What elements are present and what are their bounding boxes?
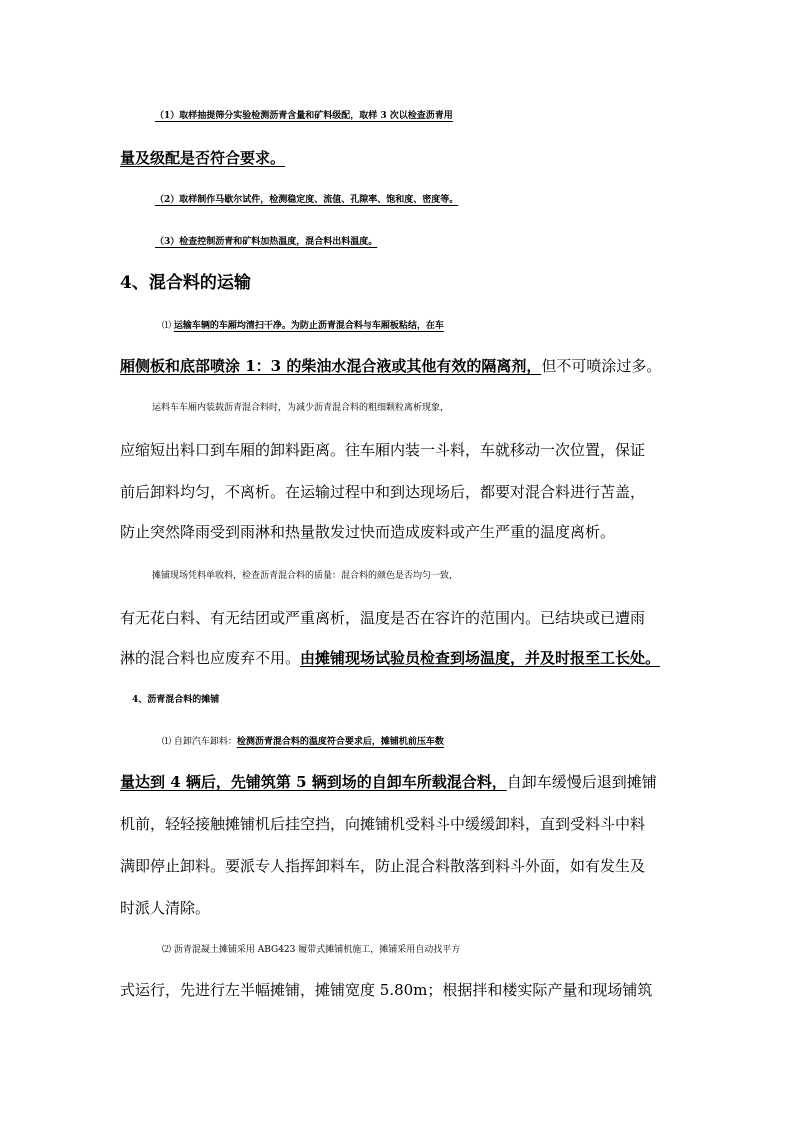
paving-para-1-line-2 — [120, 772, 680, 792]
section-heading-transport: 4、混合料的运输 — [120, 273, 251, 293]
quality-item-3: （3）检查控制沥青和矿料加热温度，混合料出料温度。 — [155, 237, 378, 247]
transport-para-1-line-2 — [120, 356, 680, 376]
section-heading-paving: 4、沥青混合料的摊铺 — [132, 695, 220, 705]
paving-para-1-line-1 — [162, 732, 722, 752]
paving-para-1-line-4: 满即停止卸料。要派专人指挥卸料车，防止混合料散落到料斗外面，如有发生及 — [120, 857, 646, 875]
paving-para-1-rest: 自卸车缓慢后退到摊铺 — [506, 773, 657, 791]
transport-para-2-line-1: 运料车车厢内装载沥青混合料时，为减少沥青混合料的粗细颗粒离析现象， — [152, 403, 450, 413]
transport-para-3-line-2: 有无花白料、有无结团或严重离析，温度是否在容许的范围内。已结块或已遭雨 — [120, 609, 646, 627]
quality-item-1-line-2: 量及级配是否符合要求。 — [120, 149, 286, 167]
paving-para-1-bold-2: 量达到 4 辆后，先铺筑第 5 辆到场的自卸车所载混合料， — [120, 773, 507, 791]
paving-para-1-bold-1: 检测沥青混合料的温度符合要求后，摊铺机前压车数 — [236, 737, 444, 747]
transport-para-2-line-3: 前后卸料均匀，不离析。在运输过程中和到达现场后，都要对混合料进行苫盖， — [120, 483, 646, 501]
transport-para-2-line-2: 应缩短出料口到车厢的卸料距离。往车厢内装一斗料，车就移动一次位置，保证 — [120, 441, 646, 459]
transport-para-1-bold-2: 厢侧板和底部喷涂 1：3 的柴油水混合液或其他有效的隔离剂， — [120, 357, 542, 375]
transport-para-3-bold: 由摊铺现场试验员检查到场温度，并及时报至工长处。 — [300, 649, 661, 667]
quality-item-2: （2）取样制作马歇尔试件，检测稳定度、流值、孔隙率、饱和度、密度等。 — [155, 195, 459, 205]
transport-para-3-line-3 — [120, 648, 680, 668]
transport-para-1-line-1 — [162, 316, 722, 336]
transport-para-3-line-1: 摊铺现场凭料单收料，检查沥青混合料的质量：混合料的颜色是否均匀一致， — [152, 571, 459, 581]
transport-para-1-bold-1: 运输车辆的车厢均清扫干净。为防止沥青混合料与车厢板粘结，在车 — [173, 321, 444, 331]
paving-para-1-line-3: 机前，轻轻接触摊铺机后挂空挡，向摊铺机受料斗中缓缓卸料，直到受料斗中料 — [120, 815, 646, 833]
quality-item-1-line-1: （1）取样抽提筛分实验检测沥青含量和矿料级配，取样 3 次以检查沥青用 — [155, 111, 453, 121]
transport-para-1-rest: 但不可喷涂过多。 — [541, 357, 662, 375]
transport-para-2-line-4: 防止突然降雨受到雨淋和热量散发过快而造成废料或产生严重的温度离析。 — [120, 523, 616, 541]
transport-para-3-plain: 淋的混合料也应废弃不用。 — [120, 649, 301, 667]
paving-para-1-line-5: 时派人清除。 — [120, 899, 211, 917]
paving-para-2-line-2: 式运行，先进行左半幅摊铺，摊铺宽度 5.80m；根据拌和楼实际产量和现场铺筑 — [120, 981, 653, 999]
paving-para-2-line-1: ⑵ 沥青混凝土摊铺采用 ABG423 履带式摊铺机施工，摊铺采用自动找平方 — [162, 945, 461, 955]
paving-para-1-prefix: ⑴ 自卸汽车卸料： — [162, 737, 237, 747]
transport-para-1-prefix: ⑴ — [162, 321, 174, 331]
